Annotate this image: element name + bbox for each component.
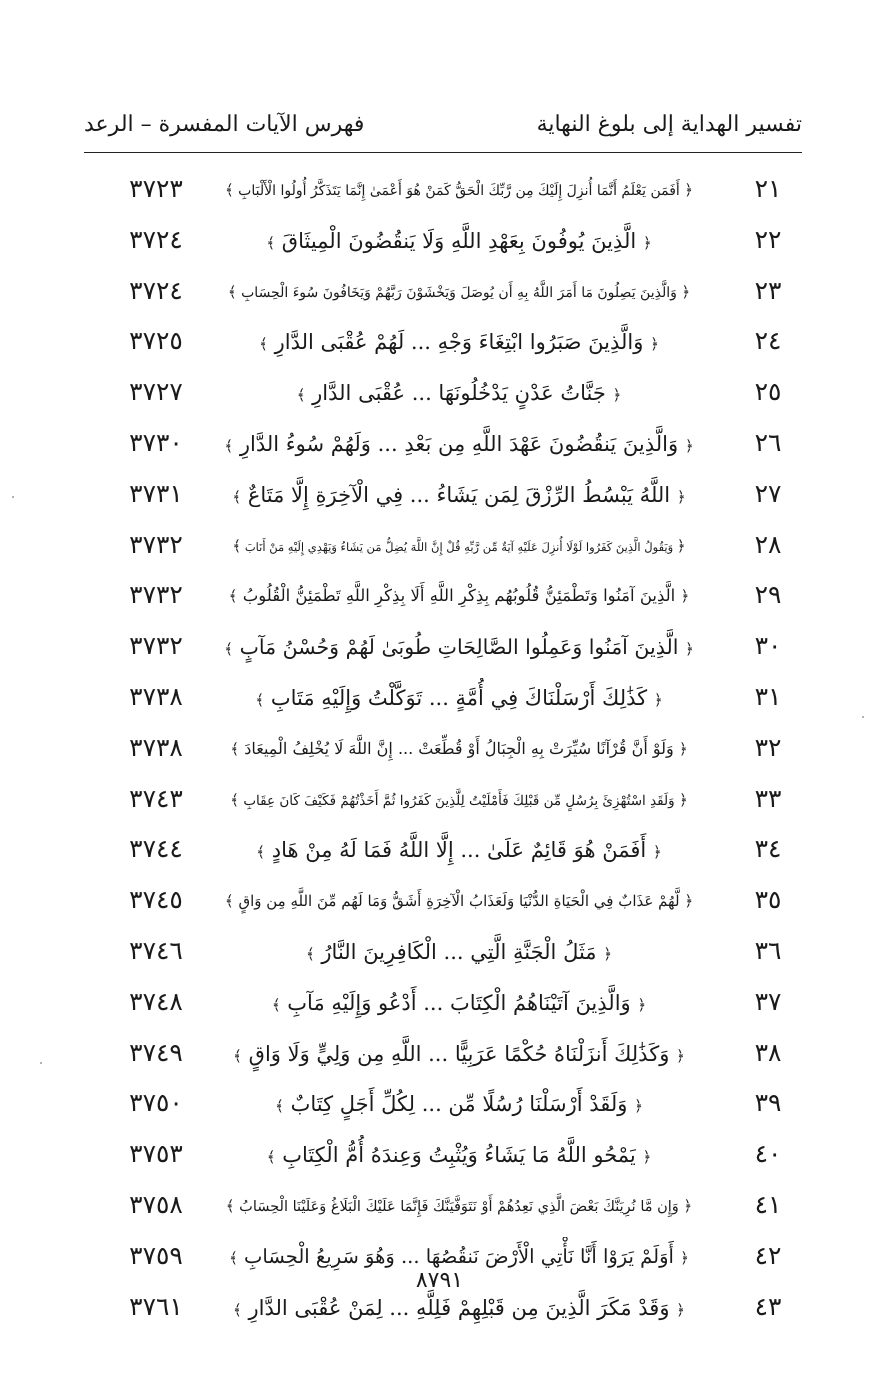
- index-row: [84, 572, 802, 623]
- ornament-close-icon: ﴾: [296, 386, 306, 405]
- ornament-open-icon: ﴿: [676, 1300, 685, 1319]
- verse-snippet: وَلَقَدِ اسْتُهْزِئَ بِرُسُلٍ مِّن قَبْلِكَ فَأَمْلَيْتُ لِلَّذِينَ كَفَرُوا ثُمَّ أَخَذْتُهُمْ فَكَيْفَ كَانَ عِقَابِ: [239, 792, 675, 809]
- ornament-open-icon: ﴿: [612, 386, 622, 405]
- ornament-open-icon: ﴿: [676, 1046, 685, 1065]
- verse-snippet: الَّذِينَ آمَنُوا وَتَطْمَئِنُّ قُلُوبُهُم بِذِكْرِ اللَّهِ أَلَا بِذِكْرِ اللَّهِ تَطْمَئِنُّ الْقُلُوبُ: [237, 586, 676, 606]
- ornament-open-icon: ﴿: [642, 233, 652, 252]
- scan-speck: [862, 716, 864, 718]
- verse-snippet: أَفَمَن يَعْلَمُ أَنَّمَا أُنزِلَ إِلَيْكَ مِن رَّبِّكَ الْحَقُّ كَمَنْ هُوَ أَعْمَىٰ إِنَّمَا يَتَذَكَّرُ أُولُوا الْأَلْبَابِ: [233, 183, 680, 199]
- verse-number: ٣٦: [754, 935, 782, 965]
- page-reference: ٣٧٤٣: [129, 783, 183, 813]
- verse-snippet: لَّهُمْ عَذَابٌ فِي الْحَيَاةِ الدُّنْيَا وَلَعَذَابُ الْآخِرَةِ أَشَقُّ وَمَا لَهُم مِّنَ اللَّهِ مِن وَاقٍ: [233, 892, 680, 911]
- page-reference: ٣٧٥٣: [129, 1139, 183, 1169]
- book-title: تفسير الهداية إلى بلوغ النهاية: [536, 112, 802, 137]
- ornament-close-icon: ﴾: [224, 892, 234, 911]
- verse-index-table: [84, 166, 802, 1334]
- index-row: [84, 369, 802, 420]
- verse-number: ٣٤: [754, 834, 782, 864]
- verse-snippet: وَلَوْ أَنَّ قُرْآنًا سُيِّرَتْ بِهِ الْجِبَالُ أَوْ قُطِّعَتْ ... إِنَّ اللَّهَ لَا يُخْلِفُ الْمِيعَادَ: [239, 738, 674, 758]
- verse-number: ٢٩: [754, 580, 782, 610]
- page-reference: ٣٧٣٨: [129, 732, 183, 762]
- page-reference: ٣٧٤٤: [129, 834, 183, 864]
- verse-text: [224, 1135, 694, 1177]
- verse-text: [224, 424, 694, 466]
- verse-text: [224, 729, 694, 769]
- verse-snippet: اللَّهُ يَبْسُطُ الرِّزْقَ لِمَن يَشَاءُ ... فِي الْآخِرَةِ إِلَّا مَتَاعٌ: [241, 482, 671, 507]
- verse-text: [224, 983, 694, 1025]
- ornament-open-icon: ﴿: [676, 487, 686, 506]
- verse-text: [224, 576, 694, 616]
- verse-snippet: وَإِن مَّا نُرِيَنَّكَ بَعْضَ الَّذِي نَعِدُهُمْ أَوْ نَتَوَفَّيَنَّكَ فَإِنَّمَا عَلَيْكَ الْبَلَاغُ وَعَلَيْنَا الْحِسَابُ: [234, 1198, 679, 1215]
- index-row: [84, 776, 802, 827]
- verse-snippet: وَلَقَدْ أَرْسَلْنَا رُسُلًا مِّن ... لِكُلِّ أَجَلٍ كِتَابٌ: [283, 1092, 628, 1117]
- verse-text: [224, 1288, 694, 1330]
- verse-snippet: وَالَّذِينَ آتَيْنَاهُمُ الْكِتَابَ ... أَدْعُو وَإِلَيْهِ مَآبِ: [280, 990, 631, 1015]
- page-reference: ٣٧٢٣: [129, 174, 183, 203]
- ornament-open-icon: ﴿: [637, 995, 647, 1014]
- verse-snippet: مَثَلُ الْجَنَّةِ الَّتِي ... الْكَافِرِينَ النَّارُ: [314, 939, 597, 964]
- ornament-open-icon: ﴿: [684, 436, 694, 455]
- verse-snippet: كَذَٰلِكَ أَرْسَلْنَاكَ فِي أُمَّةٍ ... تَوَكَّلْتُ وَإِلَيْهِ مَتَابِ: [264, 685, 648, 710]
- index-row: [84, 217, 802, 268]
- verse-text: [224, 170, 694, 211]
- verse-text: [224, 881, 694, 921]
- index-row: [84, 1182, 802, 1233]
- ornament-close-icon: ﴾: [271, 995, 281, 1014]
- index-row: [84, 877, 802, 928]
- index-row: [84, 1080, 802, 1131]
- index-row: [84, 318, 802, 369]
- index-row: [84, 166, 802, 217]
- verse-snippet: أَفَمَنْ هُوَ قَائِمٌ عَلَىٰ ... إِلَّا اللَّهُ فَمَا لَهُ مِنْ هَادٍ: [265, 838, 647, 863]
- ornament-close-icon: ﴾: [225, 1196, 235, 1215]
- verse-text: [224, 1034, 694, 1076]
- ornament-open-icon: ﴿: [678, 739, 688, 758]
- page-reference: ٣٧٤٨: [129, 986, 183, 1016]
- verse-number: ٣٣: [754, 783, 782, 813]
- verse-number: ٢٢: [754, 224, 782, 254]
- page-reference: ٣٧٦١: [129, 1291, 183, 1321]
- page-reference: ٣٧٤٩: [129, 1037, 183, 1067]
- verse-text: [224, 475, 694, 517]
- ornament-open-icon: ﴿: [684, 640, 694, 659]
- page-header: [84, 104, 802, 150]
- ornament-close-icon: ﴾: [255, 690, 265, 709]
- page-reference: ٣٧٣٢: [129, 529, 183, 559]
- page-reference: ٣٧٣١: [129, 478, 183, 508]
- ornament-open-icon: ﴿: [650, 335, 659, 354]
- index-row: [84, 623, 802, 674]
- verse-text: [224, 526, 694, 567]
- page-number: ٨٧٩١: [415, 1268, 464, 1293]
- verse-snippet: وَالَّذِينَ صَبَرُوا ابْتِغَاءَ وَجْهِ ... لَهُمْ عُقْبَى الدَّارِ: [267, 330, 644, 355]
- header-rule: [84, 152, 802, 153]
- ornament-close-icon: ﴾: [230, 790, 240, 809]
- verse-number: ٤١: [754, 1189, 782, 1219]
- index-row: [84, 674, 802, 725]
- page-reference: ٣٧٢٧: [129, 377, 183, 407]
- verse-number: ٢٣: [754, 275, 782, 305]
- ornament-open-icon: ﴿: [683, 1196, 693, 1215]
- verse-text: [224, 932, 694, 974]
- page-reference: ٣٧٣٠: [129, 427, 183, 457]
- verse-text: [224, 272, 694, 313]
- index-row: [84, 1131, 802, 1182]
- ornament-open-icon: ﴿: [684, 892, 694, 911]
- page-reference: ٣٧٢٤: [129, 224, 183, 254]
- verse-number: ٣٨: [754, 1037, 782, 1067]
- verse-snippet: وَالَّذِينَ يَنقُضُونَ عَهْدَ اللَّهِ مِن بَعْدِ ... وَلَهُمْ سُوءُ الدَّارِ: [233, 431, 679, 456]
- page-reference: ٣٧٢٥: [129, 326, 183, 356]
- verse-snippet: وَقَدْ مَكَرَ الَّذِينَ مِن قَبْلِهِمْ فَلِلَّهِ ... لِمَنْ عُقْبَى الدَّارِ: [241, 1295, 670, 1320]
- verse-number: ٢٦: [754, 427, 782, 457]
- page-reference: ٣٧٣٢: [129, 580, 183, 610]
- ornament-open-icon: ﴿: [642, 1148, 652, 1167]
- verse-number: ٣٩: [754, 1088, 782, 1118]
- index-row: [84, 522, 802, 573]
- verse-text: [224, 1084, 694, 1126]
- page-reference: ٣٧٣٨: [129, 681, 183, 711]
- verse-snippet: الَّذِينَ يُوفُونَ بِعَهْدِ اللَّهِ وَلَا يَنقُضُونَ الْمِيثَاقَ: [275, 228, 637, 253]
- ornament-open-icon: ﴿: [634, 1097, 643, 1116]
- index-row: [84, 420, 802, 471]
- verse-text: [224, 780, 694, 821]
- ornament-open-icon: ﴿: [676, 536, 686, 555]
- verse-snippet: الَّذِينَ آمَنُوا وَعَمِلُوا الصَّالِحَاتِ طُوبَىٰ لَهُمْ وَحُسْنُ مَآبٍ: [233, 635, 679, 660]
- verse-text: [224, 678, 694, 720]
- ornament-open-icon: ﴿: [678, 790, 688, 809]
- verse-number: ٢٥: [754, 377, 782, 407]
- verse-text: [224, 1186, 694, 1227]
- verse-snippet: جَنَّاتُ عَدْنٍ يَدْخُلُونَهَا ... عُقْبَى الدَّارِ: [305, 381, 606, 406]
- ornament-close-icon: ﴾: [227, 282, 237, 301]
- ornament-open-icon: ﴿: [653, 690, 663, 709]
- page-reference: ٣٧٥٩: [129, 1240, 183, 1270]
- verse-snippet: أَوَلَمْ يَرَوْا أَنَّا نَأْتِي الْأَرْضَ نَنقُصُهَا ... وَهُوَ سَرِيعُ الْحِسَابِ: [237, 1244, 674, 1268]
- verse-number: ٤٣: [754, 1291, 782, 1321]
- verse-number: ٢٧: [754, 478, 782, 508]
- ornament-close-icon: ﴾: [256, 843, 266, 862]
- page-reference: ٣٧٤٥: [129, 885, 183, 915]
- ornament-close-icon: ﴾: [275, 1097, 284, 1116]
- ornament-close-icon: ﴾: [224, 640, 234, 659]
- verse-number: ٤٢: [754, 1240, 782, 1270]
- scan-speck: [40, 1062, 42, 1064]
- verse-text: [224, 221, 694, 263]
- page-reference: ٣٧٤٦: [129, 935, 183, 965]
- scan-speck: [12, 496, 14, 498]
- index-title: فهرس الآيات المفسرة – الرعد: [84, 112, 365, 137]
- verse-snippet: وَكَذَٰلِكَ أَنزَلْنَاهُ حُكْمًا عَرَبِيًّا ... اللَّهِ مِن وَلِيٍّ وَلَا وَاقٍ: [241, 1041, 670, 1066]
- ornament-close-icon: ﴾: [224, 181, 234, 199]
- index-row: [84, 928, 802, 979]
- verse-snippet: وَالَّذِينَ يَصِلُونَ مَا أَمَرَ اللَّهُ بِهِ أَن يُوصَلَ وَيَخْشَوْنَ رَبَّهُمْ وَيَخَافُونَ سُوءَ الْحِسَابِ: [236, 284, 677, 301]
- page-reference: ٣٧٢٤: [129, 275, 183, 305]
- ornament-close-icon: ﴾: [233, 1046, 242, 1065]
- verse-number: ٢٨: [754, 529, 782, 559]
- index-row: [84, 826, 802, 877]
- ornament-close-icon: ﴾: [230, 739, 240, 758]
- index-row: [84, 725, 802, 776]
- page-reference: ٣٧٥٠: [129, 1088, 183, 1118]
- ornament-close-icon: ﴾: [233, 1300, 242, 1319]
- verse-number: ٣١: [754, 681, 782, 711]
- verse-snippet: يَمْحُو اللَّهُ مَا يَشَاءُ وَيُثْبِتُ وَعِندَهُ أُمُّ الْكِتَابِ: [275, 1143, 636, 1168]
- verse-snippet: وَيَقُولُ الَّذِينَ كَفَرُوا لَوْلَا أُنزِلَ عَلَيْهِ آيَةٌ مِّن رَّبِّهِ قُلْ إِنَّ اللَّهَ يُضِلُّ مَن يَشَاءُ وَيَهْدِي إِلَيْهِ مَنْ أَنَابَ: [241, 539, 674, 554]
- verse-text: [224, 830, 694, 872]
- ornament-close-icon: ﴾: [224, 436, 234, 455]
- index-row: [84, 1030, 802, 1081]
- ornament-open-icon: ﴿: [603, 944, 613, 963]
- index-row: [84, 471, 802, 522]
- ornament-close-icon: ﴾: [259, 335, 268, 354]
- verse-text: [224, 373, 694, 415]
- ornament-open-icon: ﴿: [652, 843, 662, 862]
- verse-number: ٣٧: [754, 986, 782, 1016]
- ornament-close-icon: ﴾: [232, 487, 242, 506]
- ornament-open-icon: ﴿: [681, 282, 691, 301]
- verse-number: ٤٠: [754, 1139, 782, 1169]
- verse-number: ٣٥: [754, 885, 782, 915]
- verse-number: ٣٠: [754, 631, 782, 661]
- ornament-open-icon: ﴿: [680, 587, 690, 606]
- ornament-close-icon: ﴾: [232, 536, 242, 555]
- page-reference: ٣٧٣٢: [129, 631, 183, 661]
- ornament-open-icon: ﴿: [684, 181, 694, 199]
- ornament-close-icon: ﴾: [266, 1148, 276, 1167]
- index-row: [84, 268, 802, 319]
- ornament-close-icon: ﴾: [229, 1248, 238, 1267]
- verse-text: [224, 627, 694, 669]
- verse-number: ٢١: [754, 174, 782, 203]
- ornament-open-icon: ﴿: [680, 1248, 689, 1267]
- ornament-close-icon: ﴾: [266, 233, 276, 252]
- index-row: [84, 979, 802, 1030]
- ornament-close-icon: ﴾: [228, 587, 238, 606]
- page-reference: ٣٧٥٨: [129, 1189, 183, 1219]
- ornament-close-icon: ﴾: [305, 944, 315, 963]
- verse-number: ٣٢: [754, 732, 782, 762]
- verse-number: ٢٤: [754, 326, 782, 356]
- verse-text: [224, 322, 694, 364]
